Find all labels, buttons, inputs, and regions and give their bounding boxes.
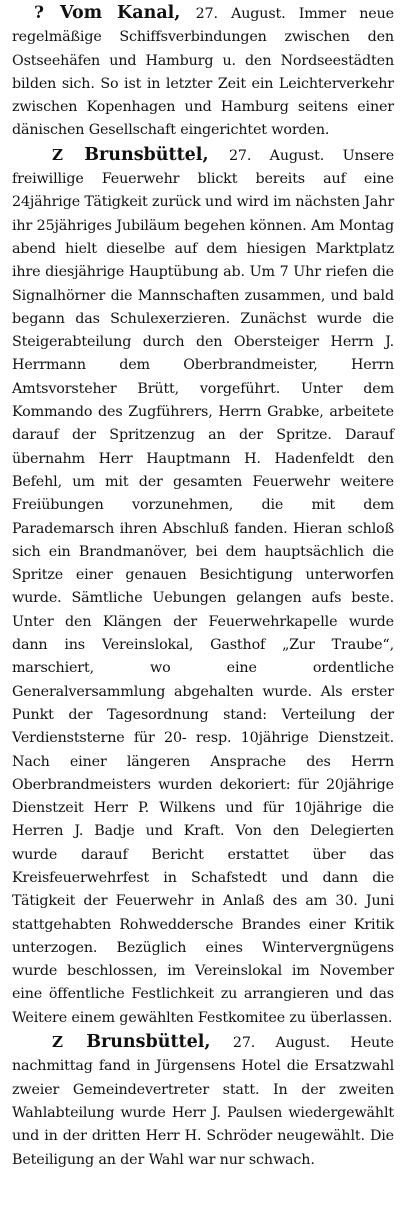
article-dateline-place: Brunsbüttel,	[86, 1032, 211, 1053]
article-brunsbuettel-feuerwehr	[12, 144, 394, 1030]
article-mark: Z	[52, 1033, 63, 1052]
article-mark: Z	[52, 145, 63, 164]
article-dateline-place: Brunsbüttel,	[84, 144, 209, 165]
article-dateline-place: Vom Kanal,	[60, 3, 181, 23]
article-vom-kanal	[12, 2, 394, 143]
article-dateline-date: 27. August.	[228, 147, 325, 164]
article-brunsbuettel-ersatzwahl	[12, 1031, 394, 1172]
article-dateline-date: 27. August.	[232, 1035, 331, 1052]
article-body: Heute nachmittag fand in Jürgensens Hotel die Ersatzwahl zweier Gemeindevertreter statt. In der zweiten Wahlabteilung wurde Herr J. Paulsen wiedergewählt und in der dritten Herr H. Schröder neugewählt. Die Beteiligung an der Wahl war nur schwach.	[12, 1035, 394, 1168]
article-body: Immer neue regelmäßige Schiffsverbindungen zwischen den Ostseehäfen und Hamburg u. den Nordseestädten bilden sich. So ist in letzter Zeit ein Leichterverkehr zwischen Kopenhagen und Hamburg seitens einer dänischen Gesellschaft eingerichtet worden.	[12, 6, 394, 139]
article-mark: ?	[34, 3, 44, 23]
article-body: Unsere freiwillige Feuerwehr blickt bereits auf eine 24jährige Tätigkeit zurück und wird im nächsten Jahr ihr 25jähriges Jubiläum begehen können. Am Montag abend hielt dieselbe auf dem hiesigen Marktplatz ihre diesjährige Hauptübung ab. Um 7 Uhr riefen die Signalhörner die Mannschaften zusammen, und bald begann das Schulexerzieren. Zunächst wurde die Steigerabteilung durch den Obersteiger Herrn J. Herrmann dem Oberbrandmeister, Herrn Amtsvorsteher Brütt, vorgeführt. Unter dem Kommando des Zugführers, Herrn Grabke, arbeitete darauf der Spritzenzug an der Spritze. Darauf übernahm Herr Hauptmann H. Hadenfeldt den Befehl, um mit der gesamten Feuerwehr weitere Freiübungen vorzunehmen, die mit dem Parademarsch ihren Abschluß fanden. Hieran schloß sich ein Brandmanöver, bei dem hauptsächlich die Spritze einer genauen Besichtigung unterworfen wurde. Sämtliche Uebungen gelangen aufs beste. Unter den Klängen der Feuerwehrkapelle wurde dann ins Vereinslokal, Gasthof „Zur Traube“, marschiert, wo eine ordentliche Generalversammlung abgehalten wurde. Als erster Punkt der Tagesordnung stand: Verteilung der Verdienststerne für 20- resp. 10jährige Dienstzeit. Nach einer längeren Ansprache des Herrn Oberbrandmeisters wurden dekoriert: für 20jährige Dienstzeit Herr P. Wilkens und für 10jährige die Herren J. Badje und Kraft. Von den Delegierten wurde darauf Bericht erstattet über das Kreisfeuerwehrfest in Schafstedt und dann die Tätigkeit der Feuerwehr in Anlaß des am 30. Juni stattgehabten Rohweddersche Brandes einer Kritik unterzogen. Bezüglich eines Wintervergnügens wurde beschlossen, im Vereinslokal im November eine öffentliche Festlichkeit zu arrangieren und das Weitere einem gewählten Festkomitee zu überlassen.	[12, 147, 395, 1026]
article-dateline-date: 27. August.	[195, 6, 286, 22]
